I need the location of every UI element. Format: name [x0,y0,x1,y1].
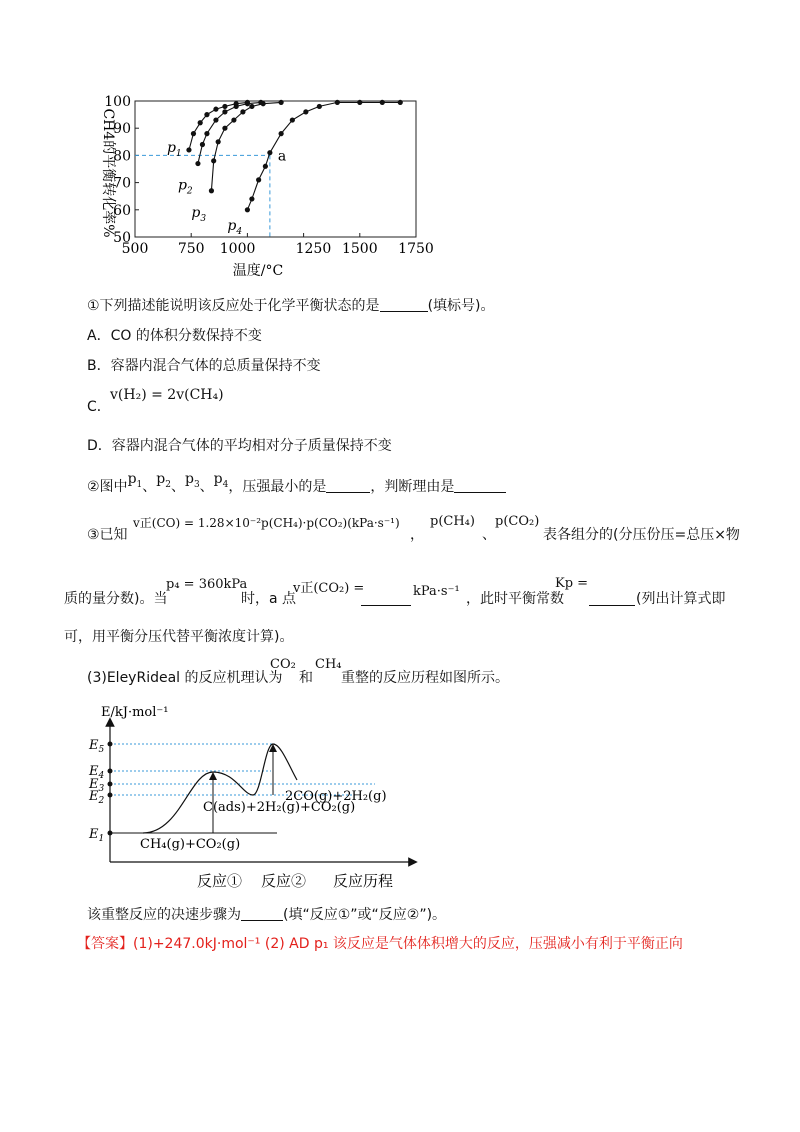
data-point-p4 [290,117,295,122]
q3-sep: 、 [482,527,496,543]
x-label-progress: 反应历程 [333,872,394,890]
part3-and: 和 [299,670,313,686]
data-point-p1 [191,131,196,136]
series-label-p2: $p_2$ [177,177,193,197]
data-point-p4 [357,100,362,105]
q3-formula: v正(CO) = 1.28×10⁻²p(CH₄)·p(CO₂)(kPa·s⁻¹) [133,516,400,530]
e1-label: $E_1$ [89,827,105,844]
q2-c: ，判断理由是 [370,479,455,495]
data-point-p3 [216,139,221,144]
q3-blank1[interactable] [361,591,411,606]
q2-sep: 、 [199,479,214,495]
data-point-p2 [204,131,209,136]
e5-dot [108,742,113,747]
q1-blank[interactable] [380,297,428,312]
q3-h: 可，用平衡分压代替平衡浓度计算)。 [64,629,294,645]
data-point-p3 [279,100,284,105]
q3-kp: Kp = [555,576,589,591]
e4-dot [108,769,113,774]
y-tick-label: 60 [113,202,131,219]
x-tick-label: 1000 [219,241,256,257]
e5-label: $E_5$ [89,738,105,755]
part3-a: (3)EleyRideal 的反应机理认为 [87,670,283,686]
e2-dot [108,793,113,798]
data-point-p3 [231,117,236,122]
data-point-p4 [263,164,268,169]
q4-blank[interactable] [241,906,283,921]
q3-unit: kPa·s⁻¹ [413,584,460,599]
data-point-p4 [279,131,284,136]
x-tick-label: 1750 [398,241,434,257]
q3-f: ，此时平衡常数 [466,591,564,607]
data-point-p2 [234,104,239,109]
q3-a: ③已知 [87,527,128,543]
data-point-p1 [204,112,209,117]
data-point-p1 [213,107,218,112]
chart1-frame [135,101,416,237]
label-mid: C(ads)+2H₂(g)+CO₂(g) [203,800,356,815]
data-point-p2 [222,109,227,114]
q3-g: (列出计算式即 [636,591,726,607]
data-point-p4 [245,207,250,212]
energy-ylabel: E/kJ·mol⁻¹ [101,705,169,720]
q2-p3: $p_3$ [184,471,200,490]
label-end: 2CO(g)+2H₂(g) [285,789,387,804]
x-tick-label: 750 [177,241,205,257]
data-point-p1 [222,104,227,109]
energy-profile-curve [143,744,297,833]
q2-blank2[interactable] [454,478,506,493]
data-point-p3 [261,101,266,106]
series-label-p1: $p_1$ [166,139,182,159]
q3-pco2: p(CO₂) [495,514,540,529]
data-point-p2 [213,117,218,122]
data-point-p4 [267,150,272,155]
q1-stem [87,296,495,316]
data-point-p2 [245,101,250,106]
y-tick-label: 90 [113,121,131,138]
e3-dot [108,782,113,787]
part3-b: 重整的反应历程如图所示。 [341,670,509,686]
conversion-chart [90,95,450,285]
q1-option-b: B．容器内混合气体的总质量保持不变 [87,358,321,374]
label-start: CH₄(g)+CO₂(g) [140,837,241,852]
q1-option-c: C． [87,399,111,415]
y-tick-label: 50 [113,230,131,246]
q2-a: ②图中 [87,479,128,495]
series-line-p3 [211,102,281,190]
y-tick-label: 100 [104,95,131,110]
q1-stem-a: ①下列描述能说明该反应处于化学平衡状态的是 [87,298,380,314]
q2-p2: $p_2$ [156,471,171,490]
data-point-p3 [211,158,216,163]
q2-p4: $p_4$ [213,471,229,490]
x-label-step2: 反应② [261,872,307,890]
part3-co2: CO₂ [270,657,296,672]
q2-p1: $p_1$ [127,471,143,490]
q1-option-a: A．CO 的体积分数保持不变 [87,328,262,344]
data-point-p3 [222,126,227,131]
chart1-ylabel: CH4的平衡转化率% [100,108,116,238]
y-tick-label: 80 [113,148,131,165]
y-tick-label: 70 [113,175,131,192]
data-point-p4 [317,104,322,109]
q2-line [87,471,506,503]
q3-pch4: p(CH₄) [430,514,475,529]
x-tick-label: 1500 [341,241,378,257]
q2-sep: 、 [142,479,157,495]
data-point-p4 [398,100,403,105]
q4-b: (填“反应①”或“反应②”)。 [283,907,447,923]
q3-b: ， [410,527,424,543]
series-label-p4: $p_4$ [227,217,243,237]
data-point-p2 [200,142,205,147]
answer-line: 【答案】(1)+247.0kJ·mol⁻¹ (2) AD p₁ 该反应是气体体积增大的反应，压强减小有利于平衡正向 [77,936,683,952]
e2-label: $E_2$ [89,789,105,806]
q3-p4val: p₄ = 360kPa [166,577,248,592]
q3-d: 质的量分数)。当 [64,591,168,607]
data-point-p1 [186,147,191,152]
data-point-p3 [209,188,214,193]
data-point-p2 [195,161,200,166]
x-tick-label: 500 [121,241,149,257]
q4-a: 该重整反应的决速步骤为 [87,907,241,923]
q2-sep: 、 [170,479,185,495]
q3-blank2[interactable] [589,591,635,606]
q2-blank1[interactable] [326,478,370,493]
data-point-p3 [249,104,254,109]
x-tick-label: 1250 [295,241,332,257]
data-point-p4 [256,177,261,182]
data-point-p3 [240,109,245,114]
q4-line [87,905,446,925]
q3-vco2: v正(CO₂) = [293,581,365,596]
x-label-step1: 反应① [197,872,243,890]
e4-label: $E_4$ [89,764,105,781]
part3-ch4: CH₄ [315,657,342,672]
q1-stem-b: (填标号)。 [427,298,495,314]
energy-diagram [85,700,425,895]
e3-label: $E_3$ [89,777,105,794]
chart1-xlabel: 温度/°C [232,263,284,279]
q3-c: 表各组分的(分压份压=总压×物 [543,527,740,543]
data-point-p4 [335,100,340,105]
q1-option-c-formula: v(H₂) = 2v(CH₄) [110,387,224,403]
data-point-p1 [198,120,203,125]
point-a-label: a [277,148,287,165]
series-label-p3: $p_3$ [191,204,207,224]
q3-e: 时，a 点 [241,591,297,607]
data-point-p4 [303,109,308,114]
data-point-p4 [380,100,385,105]
data-point-p4 [249,196,254,201]
q1-option-d: D．容器内混合气体的平均相对分子质量保持不变 [87,438,392,454]
q2-b: ，压强最小的是 [228,479,327,495]
